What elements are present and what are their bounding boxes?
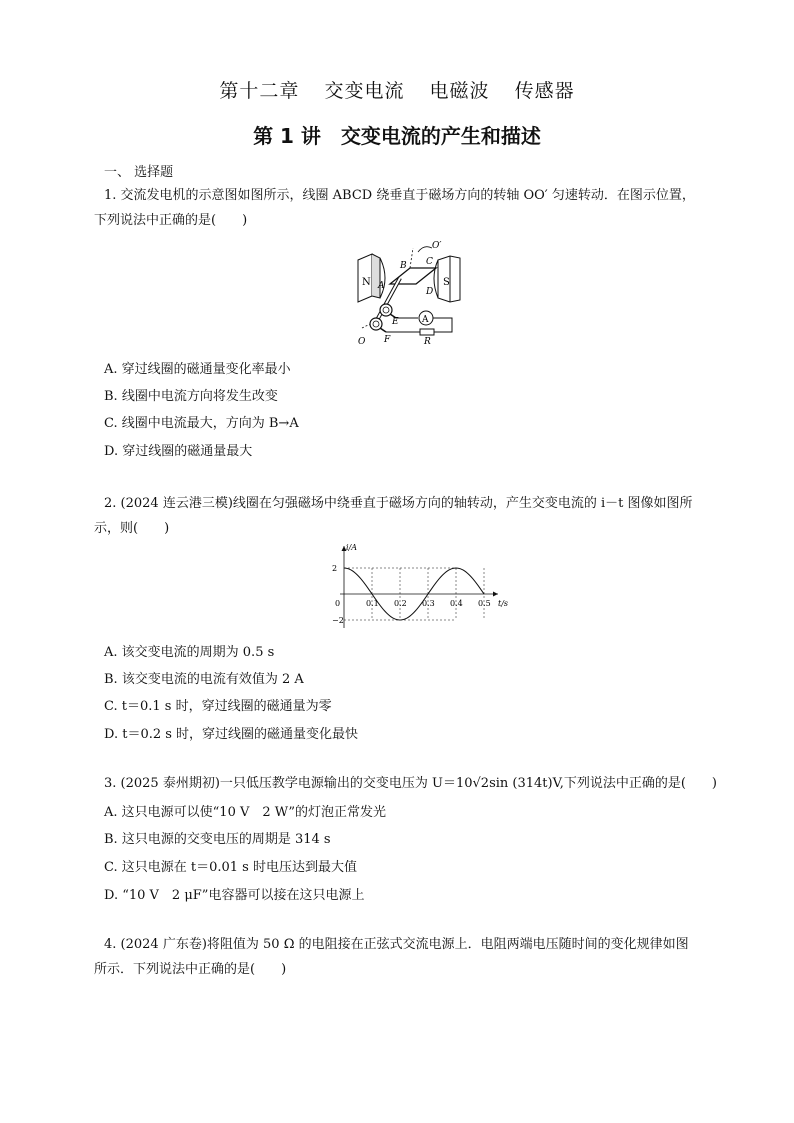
q2-option-d: D. t＝0.2 s 时，穿过线圈的磁通量变化最快 [104, 727, 359, 742]
y-tick-label: −2 [332, 616, 344, 625]
lesson-title: 第 1 讲 交变电流的产生和描述 [253, 124, 541, 148]
x-tick-label: 0.4 [450, 599, 463, 608]
q1-stem-line2: 下列说法中正确的是( ) [94, 213, 248, 228]
x-tick-label: 0.2 [394, 599, 407, 608]
q4-stem-line2: 所示．下列说法中正确的是( ) [94, 962, 287, 977]
x-axis-label: t/s [498, 599, 509, 608]
q1-option-b: B. 线圈中电流方向将发生改变 [104, 389, 278, 404]
x-tick-label: 0.5 [478, 599, 491, 608]
q2-option-b: B. 该交变电流的电流有效值为 2 A [104, 672, 304, 687]
n-pole-label: N [362, 277, 371, 288]
section-heading: 一、 选择题 [104, 165, 174, 180]
chapter-number: 第十二章 [219, 80, 300, 102]
label-o: O [358, 337, 366, 347]
generator-figure [350, 238, 470, 352]
q4-stem-line1: 4. (2024 广东卷)将阻值为 50 Ω 的电阻接在正弦式交流电源上．电阻两端电压随时间的变化规律如图 [104, 937, 689, 952]
chapter-title [0, 76, 794, 103]
x-tick-label: 0.1 [366, 599, 379, 608]
label-d: D [426, 287, 434, 297]
label-c: C [426, 257, 433, 267]
s-pole-label: S [443, 277, 450, 288]
x-tick-label: 0.3 [422, 599, 435, 608]
question-4 [94, 932, 744, 982]
label-b: B [400, 261, 407, 271]
chapter-part-3: 传感器 [514, 80, 575, 102]
origin-label: 0 [335, 599, 341, 608]
q2-stem-line2: 示，则( ) [94, 521, 170, 536]
question-3 [104, 771, 754, 796]
question-1 [94, 183, 744, 233]
q1-option-c: C. 线圈中电流最大，方向为 B→A [104, 416, 299, 431]
q2-option-a: A. 该交变电流的周期为 0.5 s [104, 645, 275, 660]
current-time-chart [316, 540, 509, 636]
q2-option-c: C. t＝0.1 s 时，穿过线圈的磁通量为零 [104, 699, 332, 714]
q3-option-c: C. 这只电源在 t＝0.01 s 时电压达到最大值 [104, 860, 357, 875]
chapter-part-1: 交变电流 [324, 80, 405, 102]
y-axis-label: i/A [346, 543, 358, 552]
ammeter-label: A [422, 315, 429, 325]
q1-stem-line1: 1. 交流发电机的示意图如图所示，线圈 ABCD 绕垂直于磁场方向的转轴 OO′ 匀速转动．在图示位置， [104, 188, 695, 203]
q3-stem-line1: 3. (2025 泰州期初)一只低压教学电源输出的交变电压为 U＝10√2sin (314t)V,下列说法中正确的是( ) [104, 776, 717, 791]
label-e: E [392, 317, 399, 327]
label-o-prime: O′ [432, 241, 442, 251]
x-axis-arrow [493, 592, 498, 597]
y-tick-label: 2 [332, 564, 338, 573]
label-a: A [378, 281, 385, 291]
q1-option-d: D. 穿过线圈的磁通量最大 [104, 444, 253, 459]
resistor-label: R [424, 337, 431, 347]
label-f: F [384, 335, 391, 345]
chapter-part-2: 电磁波 [429, 80, 490, 102]
q3-option-b: B. 这只电源的交变电压的周期是 314 s [104, 832, 331, 847]
q2-stem-line1: 2. (2024 连云港三模)线圈在匀强磁场中绕垂直于磁场方向的轴转动，产生交变电流的 i－t 图像如图所 [104, 496, 693, 511]
q1-option-a: A. 穿过线圈的磁通量变化率最小 [104, 362, 291, 377]
q3-option-d: D. “10 V 2 μF”电容器可以接在这只电源上 [104, 888, 365, 903]
question-2 [94, 491, 744, 541]
q3-option-a: A. 这只电源可以使“10 V 2 W”的灯泡正常发光 [104, 805, 387, 820]
